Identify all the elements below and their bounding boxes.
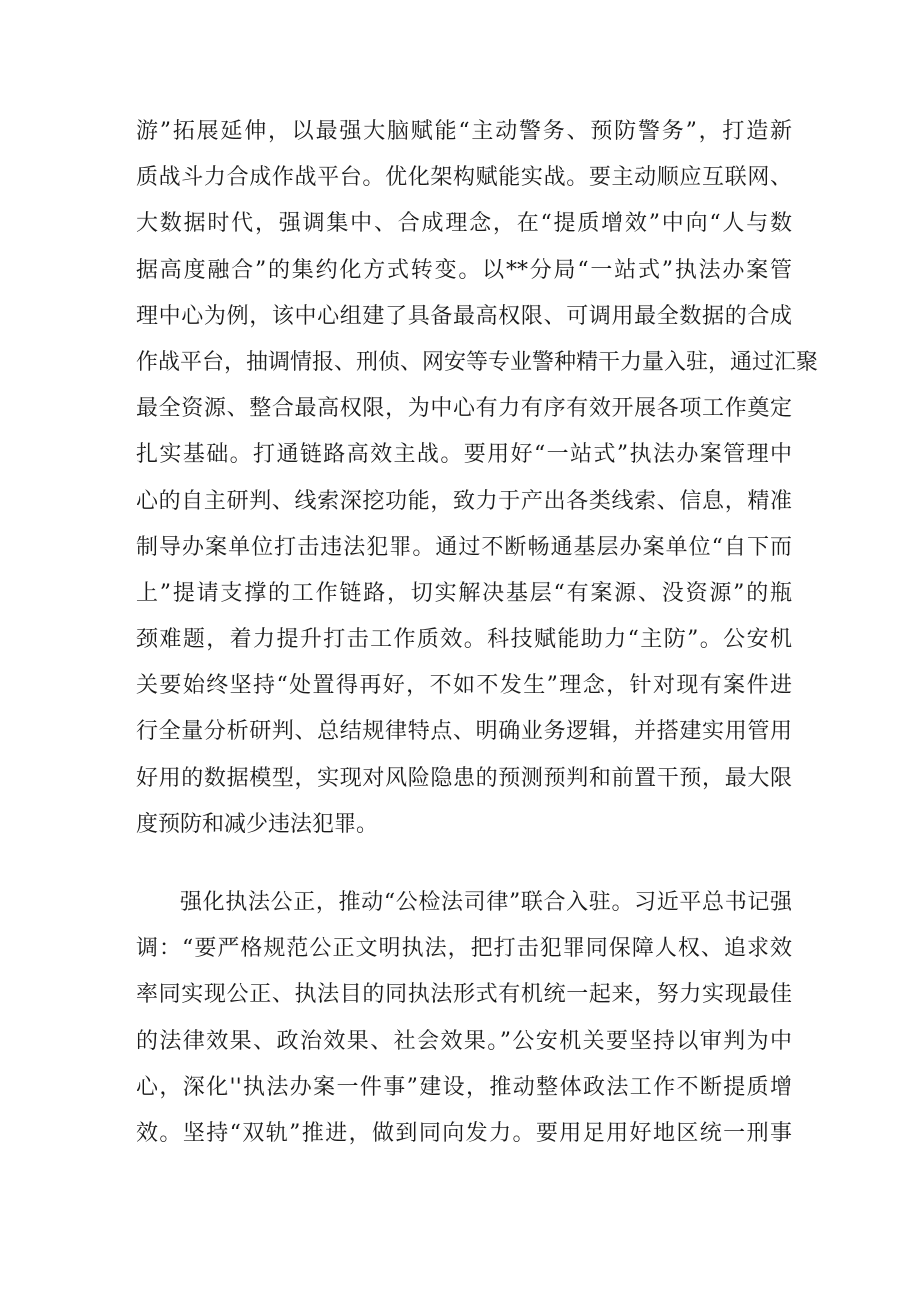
text-line: 颈难题，着力提升打击工作质效。科技赋能助力“主防”。公安机: [136, 627, 792, 653]
text-line: 心的自主研判、线索深挖功能，致力于产出各类线索、信息，精准: [136, 488, 792, 514]
paragraph-1: [136, 114, 819, 853]
text-line: 理中心为例，该中心组建了具备最高权限、可调用最全数据的合成: [136, 303, 792, 329]
text-line: 度预防和减少违法犯罪。: [136, 811, 379, 837]
text-line: 强化执法公正，推动“公检法司律”联合入驻。习近平总书记强: [180, 890, 792, 915]
text-line: 效。坚持“双轨”推进，做到同向发力。要用足用好地区统一刑事: [136, 1120, 792, 1146]
text-line: 游”拓展延伸，以最强大脑赋能“主动警务、预防警务”，打造新: [136, 119, 792, 144]
text-line: 上”提请支撑的工作链路，切实解决基层“有案源、没资源”的瓶: [136, 580, 792, 606]
text-line: 心，深化''执法办案一件事”建设，推动整体政法工作不断提质增: [136, 1074, 792, 1100]
text-line: 扎实基础。打通链路高效主战。要用好“一站式”执法办案管理中: [136, 442, 792, 468]
text-line: 大数据时代，强调集中、合成理念，在“提质增效”中向“人与数: [136, 211, 792, 237]
text-line: 制导办案单位打击违法犯罪。通过不断畅通基层办案单位“自下而: [136, 534, 792, 560]
text-line: 据高度融合”的集约化方式转变。以**分局“一站式”执法办案管: [136, 257, 792, 283]
text-line: 行全量分析研判、总结规律特点、明确业务逻辑，并搭建实用管用: [136, 719, 792, 745]
paragraph-2: [136, 885, 792, 1162]
text-line: 率同实现公正、执法目的同执法形式有机统一起来，努力实现最佳: [136, 982, 792, 1008]
text-line: 作战平台，抽调情报、刑侦、网安等专业警种精干力量入驻，通过汇聚: [136, 349, 819, 375]
text-line: 质战斗力合成作战平台。优化架构赋能实战。要主动顺应互联网、: [136, 165, 792, 191]
text-line: 好用的数据模型，实现对风险隐患的预测预判和前置干预，最大限: [136, 765, 792, 791]
text-line: 调：“要严格规范公正文明执法，把打击犯罪同保障人权、追求效: [136, 936, 792, 962]
text-line: 关要始终坚持“处置得再好，不如不发生”理念，针对现有案件进: [136, 673, 792, 699]
text-line: 的法律效果、政治效果、社会效果。”公安机关要坚持以审判为中: [136, 1028, 792, 1054]
text-line: 最全资源、整合最高权限，为中心有力有序有效开展各项工作奠定: [136, 396, 792, 422]
